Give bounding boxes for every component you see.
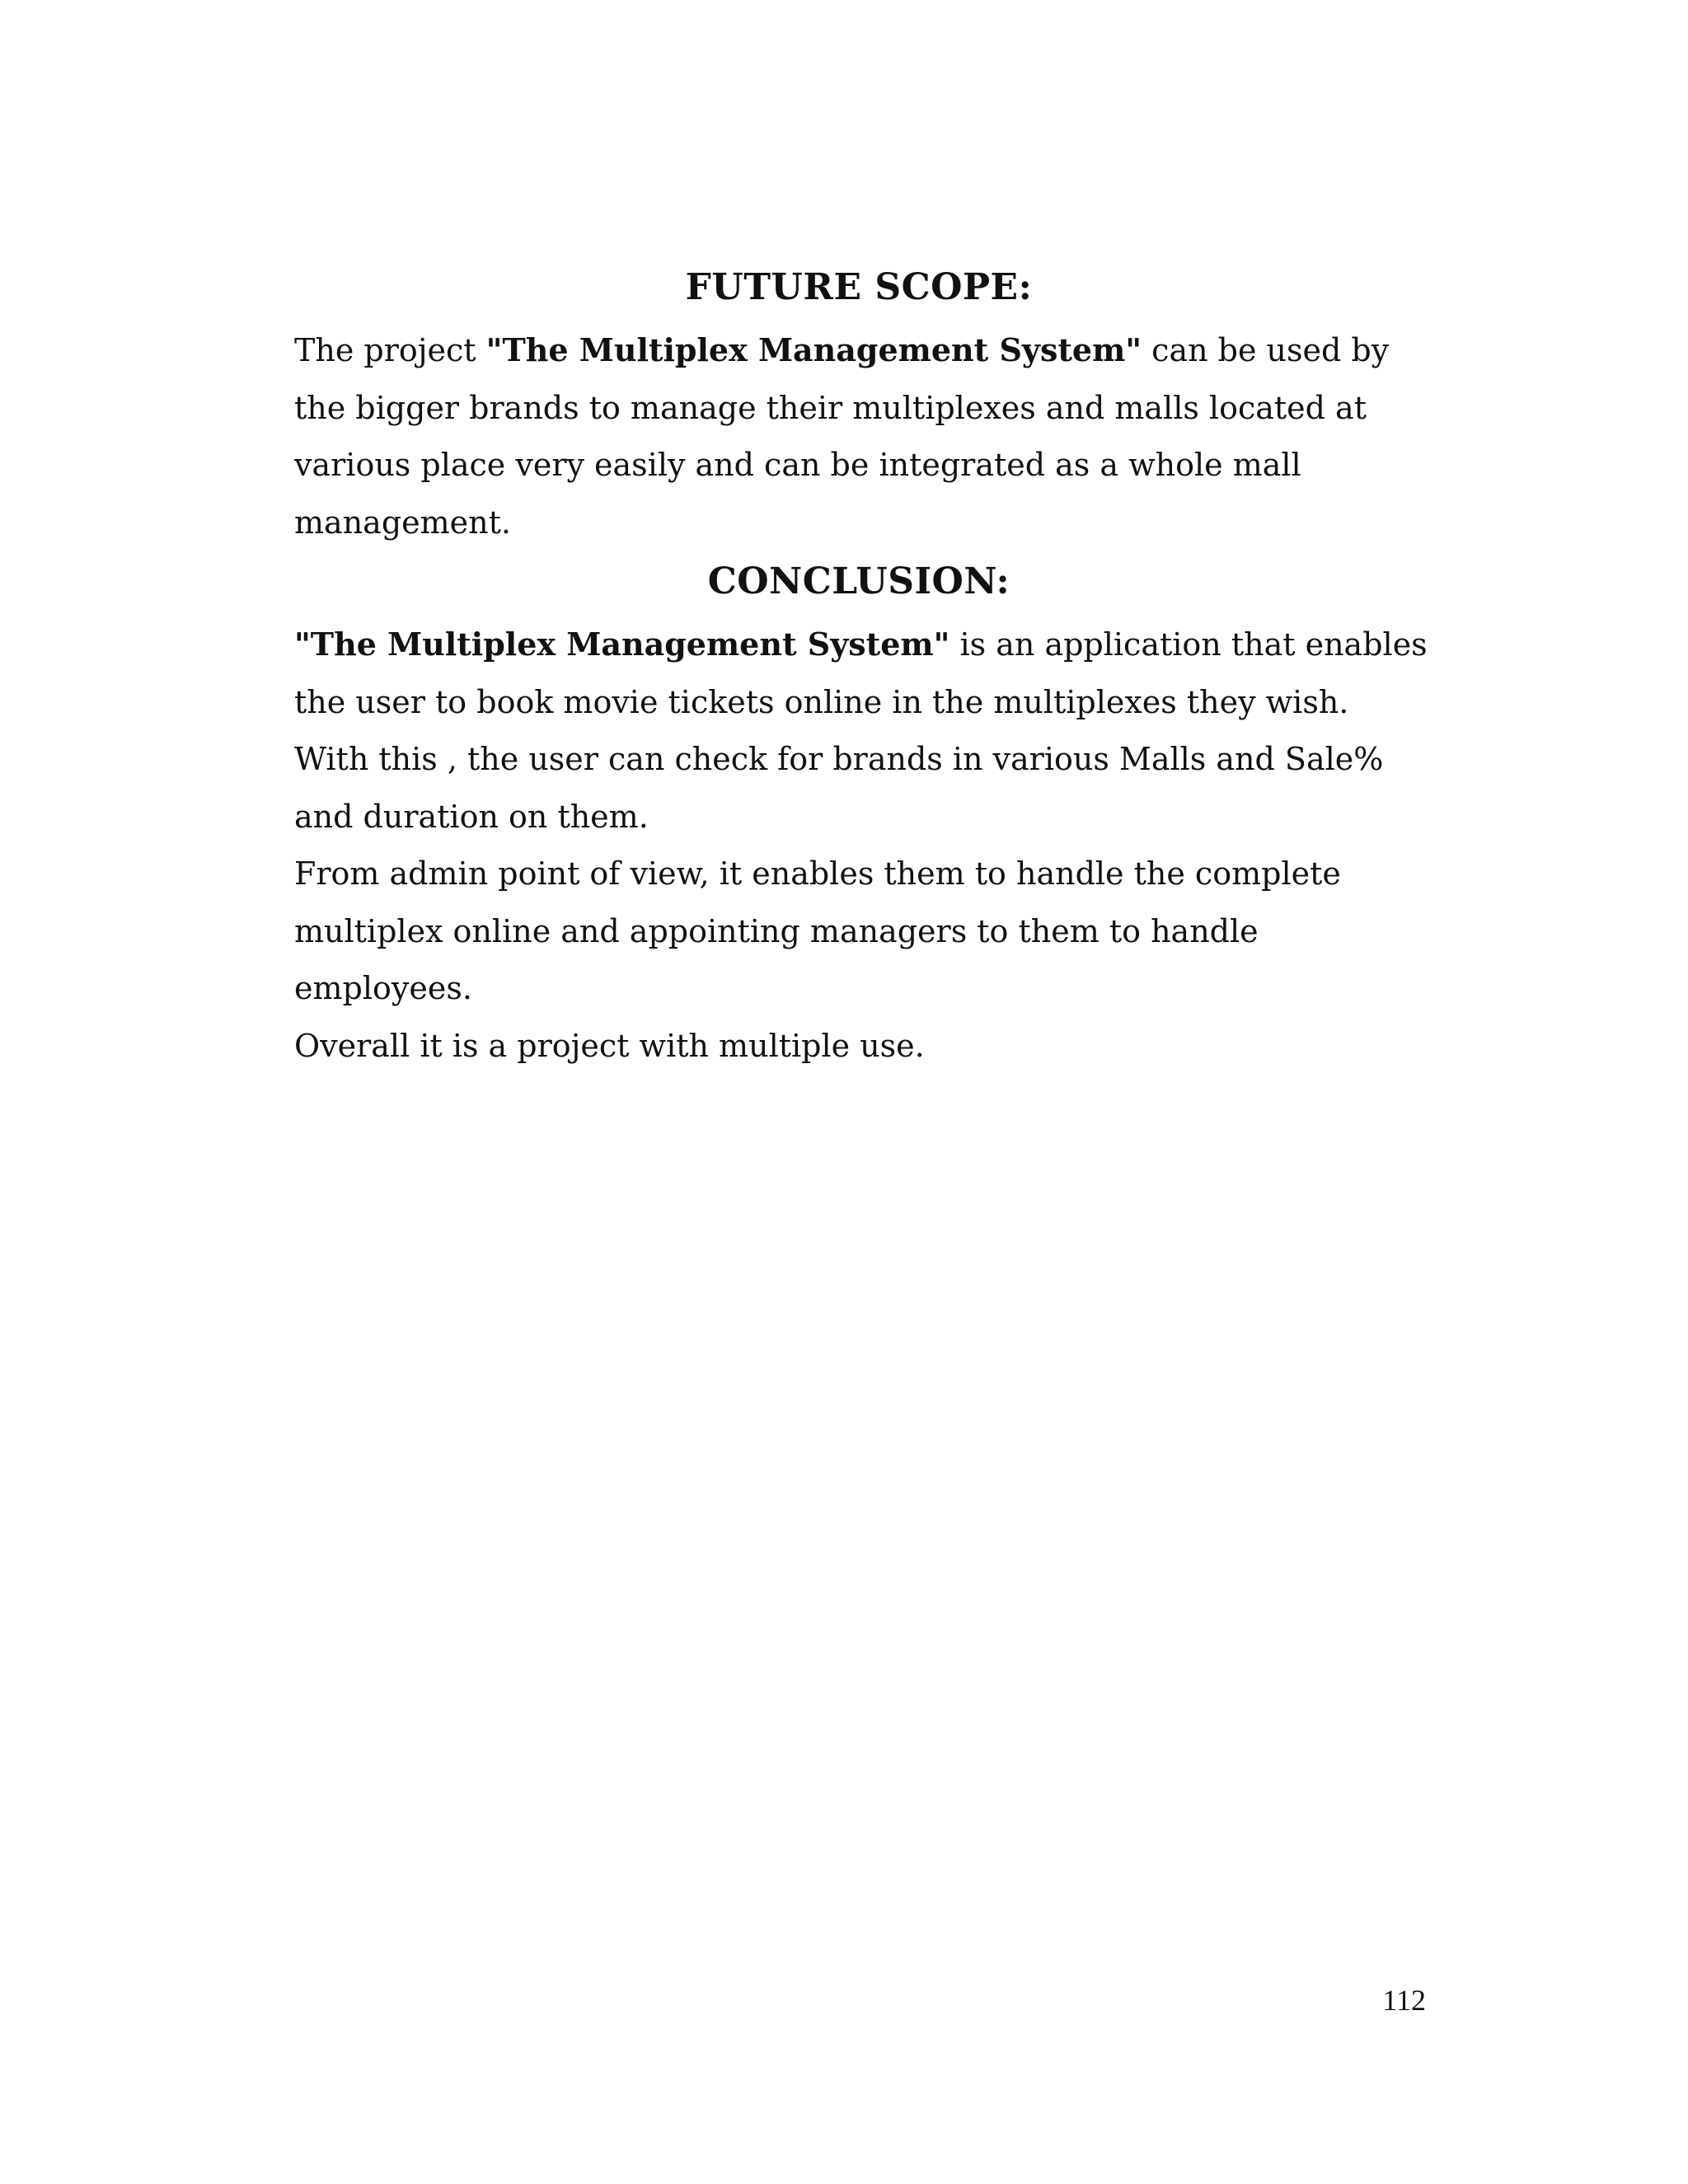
text-run: can be used by <box>1142 332 1390 368</box>
conclusion-heading: CONCLUSION: <box>707 560 1010 602</box>
future-scope-line-4: management. <box>294 504 511 541</box>
future-scope-paragraph <box>294 321 1423 551</box>
conclusion-line-2: the user to book movie tickets online in the multiplexes they wish. <box>294 683 1349 720</box>
conclusion-paragraph <box>294 616 1428 1075</box>
project-name-bold: "The Multiplex Management System" <box>485 331 1142 368</box>
page-number: 112 <box>1382 1984 1426 2017</box>
future-scope-heading: FUTURE SCOPE: <box>685 266 1033 308</box>
text-run: The project <box>294 332 486 368</box>
text-run: is an application that enables <box>950 626 1428 663</box>
future-scope-line-3: various place very easily and can be integrated as a whole mall <box>294 447 1301 483</box>
conclusion-line-8: Overall it is a project with multiple use. <box>294 1027 925 1064</box>
conclusion-line-6: multiplex online and appointing managers to them to handle <box>294 912 1259 949</box>
project-name-bold: "The Multiplex Management System" <box>294 626 950 663</box>
future-scope-line-2: the bigger brands to manage their multiplexes and malls located at <box>294 389 1367 426</box>
conclusion-line-1 <box>294 616 1428 674</box>
future-scope-line-1 <box>294 321 1423 380</box>
conclusion-line-3: With this , the user can check for brands in various Malls and Sale% <box>294 741 1384 777</box>
conclusion-line-5: From admin point of view, it enables them to handle the complete <box>294 855 1341 892</box>
conclusion-line-4: and duration on them. <box>294 798 649 835</box>
conclusion-line-7: employees. <box>294 970 472 1006</box>
page-content <box>294 262 1428 1075</box>
